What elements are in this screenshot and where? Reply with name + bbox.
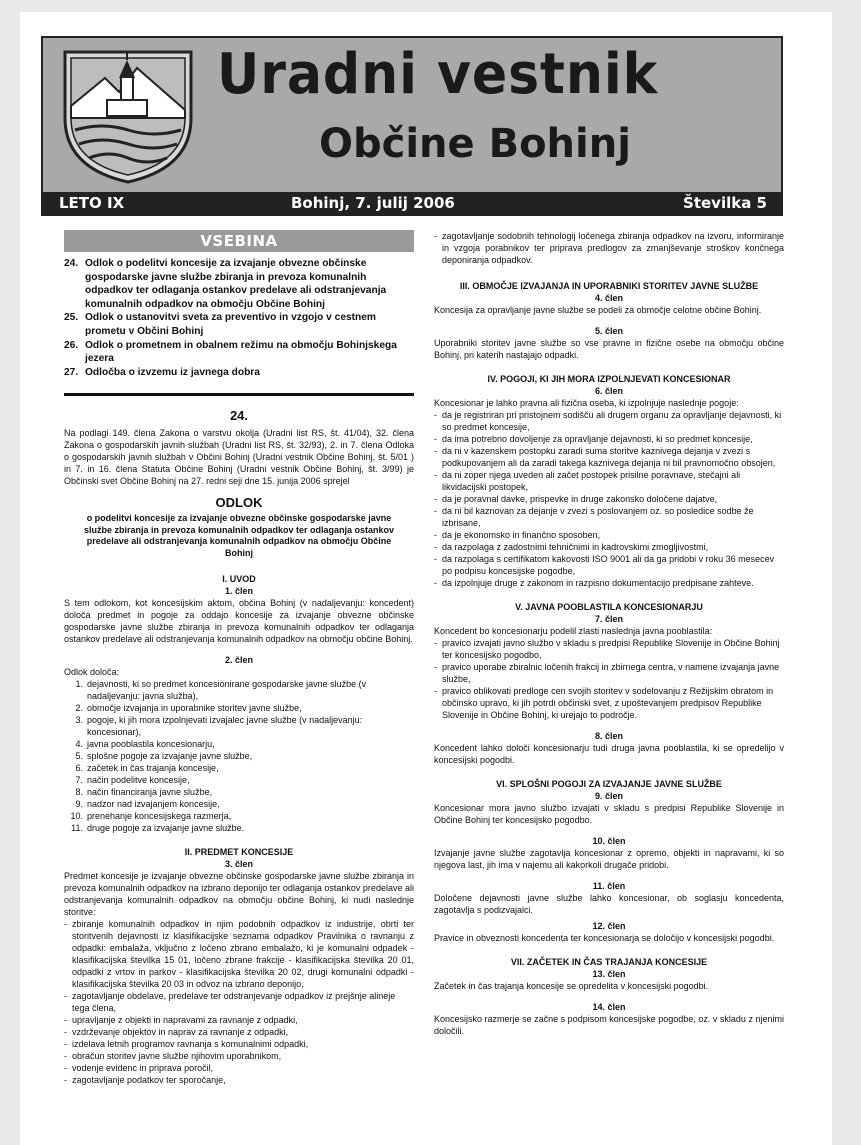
publication-subtitle: Občine Bohinj [319, 121, 631, 167]
list-item: 10. prenehanje koncesijskega razmerja, [70, 811, 232, 822]
contents-item-number: 27. [64, 366, 79, 378]
contents-item-text: Odlok o podelitvi koncesije za izvajanje obvezne občinske gospodarske javne službe zbiranja in prevoza komunalnih odpadkov ter odlaganja ostankov predelave ali odstranjevanja komunalnih odpadkov na območju Občine Bohinj [85, 258, 387, 310]
article-text: Koncedent bo koncesionarju podelil zlasti naslednja javna pooblastila: [434, 626, 713, 636]
section-heading: VII. ZAČETEK IN ČAS TRAJANJA KONCESIJE [510, 957, 708, 967]
section-heading: IV. POGOJI, KI JIH MORA IZPOLNJEVATI KONCESIONAR [487, 374, 731, 384]
list-item: - da ni v kazenskem postopku zaradi suma storitve kaznivega dejanja v zvezi s podkupovanjem ali da zaradi takega kaznivega dejanja ni bil pravnomočno obsojen, [434, 446, 776, 468]
article-text: Pravice in obveznosti koncedenta ter koncesionarja se določijo v koncesijski pogodbi. [434, 933, 775, 943]
contents-item-text: Odločba o izvzemu iz javnega dobra [85, 366, 260, 378]
list-item: - da izpolnjuje druge z zakonom in razpisno dokumentacijo predpisane zahteve. [434, 578, 754, 588]
article-text: Koncesionar mora javno službo izvajati v skladu s predpisi Republike Slovenije in Občine Bohinj ter koncesijsko pogodbo. [434, 803, 784, 825]
article-text: Določene dejavnosti javne službe lahko koncesionar, ob soglasju koncedenta, zagotavlja s podizvajalci. [434, 893, 784, 915]
list-item: 11. druge pogoje za izvajanje javne službe. [71, 823, 245, 834]
article-heading: 13. člen [592, 969, 626, 979]
article-heading: 11. člen [592, 881, 626, 891]
article-heading: 7. člen [594, 614, 623, 624]
article-heading: 6. člen [594, 386, 623, 396]
date-label: Bohinj, 7. julij 2006 [291, 194, 455, 212]
list-item: - da ima potrebno dovoljenje za opravljanje dejavnosti, ki so predmet koncesije, [434, 434, 753, 444]
contents-item-number: 26. [64, 339, 79, 351]
list-item: - zbiranje komunalnih odpadkov in njim podobnih odpadkov iz industrije, obrti ter storitvenih dejavnosti iz klasifikacijske seznama odpadkov Pravilnika o ravnanju z odpadki: embalaža, vključno z ločeno zbrano embalažo, ki je komunalni odpadek - klasifikacijska številka 15 01, ločeno zbrane frakcije - klasifikacijska številka 20 01, odpadki z vrtov in parkov - klasifikacijska številka 20 02, drugi komunalni odpadki - klasifikacijska številka 20 03 in odvoz na izbrano deponijo, [64, 919, 414, 990]
list-item: - zagotavljanje obdelave, predelave ter odstranjevanje odpadkov iz prejšnje alineje tega člena, [64, 991, 396, 1014]
article-text: Uporabniki storitev javne službe so vse pravne in fizične osebe na območju občine Bohinj, pri katerih nastajajo odpadki. [434, 338, 784, 360]
masthead-info-bar [43, 192, 781, 214]
list-item: - vodenje evidenc in priprava poročil, [64, 1063, 214, 1074]
article-text: Izvajanje javne službe zagotavlja koncesionar z opremo, objekti in napravami, ki so njegova last, jih ima v najemu ali kakorkoli drugače pridobi. [434, 848, 784, 870]
article-text: Predmet koncesije je izvajanje obvezne občinske gospodarske javne službe zbiranja in prevoza komunalnih odpadkov na izbrano deponijo ter odlaganja ostankov predelave ali odstranjevanja komunalnih odpadkov na območju občine Bohinj, ki nudi naslednje storitve: [64, 871, 414, 918]
masthead-title-area [43, 38, 781, 194]
contents-item[interactable] [64, 339, 414, 366]
list-item: - da razpolaga s certifikatom kakovosti ISO 9001 ali da ga pridobi v roku 36 mesecev po podpisu koncesijske pogodbe, [434, 554, 775, 576]
list-item: 3. pogoje, ki jih mora izpolnjevati izvajalec javne službe (v nadaljevanju: koncesionar), [75, 715, 363, 738]
article-heading: 5. člen [594, 326, 623, 336]
masthead [41, 36, 783, 216]
article-list [434, 230, 784, 266]
left-column [64, 230, 414, 1086]
article-text: Koncesionar je lahko pravna ali fizična oseba, ki izpolnjuje naslednje pogoje: [434, 398, 739, 408]
article-text: Koncesijsko razmerje se začne s podpisom koncesijske pogodbe, oz. v skladu z njenimi določili. [434, 1014, 784, 1036]
list-item: 9. nadzor nad izvajanjem koncesije, [75, 799, 220, 810]
article-heading: 4. člen [594, 293, 623, 303]
list-item: - da je registriran pri pristojnem sodišču ali drugem organu za opravljanje dejavnosti, ki so predmet koncesije, [434, 410, 782, 432]
article-heading: 12. člen [592, 921, 626, 931]
article-text: S tem odlokom, kot koncesijskim aktom, občina Bohinj (v nadaljevanju: koncedent) določa predmet in pogoje za oddajo koncesije za izvajanje obvezne občinske gospodarske javne službe zbiranja in prevoza komunalnih odpadkov ter odlaganja ostankov predelave ali odstranjevanja komunalnih odpadkov na območju občine Bohinj. [64, 598, 414, 645]
contents-item[interactable] [64, 257, 414, 311]
section-heading: III. OBMOČJE IZVAJANJA IN UPORABNIKI STORITEV JAVNE SLUŽBE [459, 281, 759, 291]
list-item: - zagotavljanje sodobnih tehnologij ločenega zbiranja odpadkov na izvoru, informiranje in vzgoja porabnikov ter priprava predlogov za zmanjševanje stroškov končnega deponiranja odpadkov. [434, 231, 784, 265]
article-list [434, 409, 784, 589]
year-label: LETO IX [59, 194, 125, 212]
list-item: 1. dejavnosti, ki so predmet koncesionirane gospodarske javne službe (v nadaljevanju: javna služba), [75, 679, 367, 702]
list-item: 4. javna pooblastila koncesionarju, [75, 739, 215, 750]
act-number: 24. [229, 408, 249, 424]
act-preamble: Na podlagi 149. člena Zakona o varstvu okolja (Uradni list RS, št. 41/04), 32. člena Zakona o gospodarskih javnih službah (Uradni list RS, št. 32/93), 2. in 7. člena Odloka o gospodarskih javnih službah v Občini Bohinj (Uradni vestnik Občine Bohinj, št. 5/01 ) in 7. in 16. člena Statuta Občine Bohinj (Uradni vestnik Občine Bohinj, št. 3/99) je Občinski svet Občine Bohinj na 27. redni seji dne 15. junija 2006 sprejel [64, 428, 414, 487]
list-item: - da je poravnal davke, prispevke in druge zakonsko določene dajatve, [434, 494, 718, 504]
section-heading: II. PREDMET KONCESIJE [184, 847, 294, 858]
contents-item-text: Odlok o ustanovitvi sveta za preventivo in vzgojo v cestnem prometu v Občini Bohinj [85, 312, 376, 337]
article-heading: 10. člen [592, 836, 626, 846]
list-item: - da je ekonomsko in finančno sposoben, [434, 530, 601, 540]
contents-item[interactable] [64, 366, 414, 380]
section-heading: VI. SPLOŠNI POGOJI ZA IZVAJANJE JAVNE SLUŽBE [496, 779, 722, 789]
list-item: - da razpolaga z zadostnimi tehničnimi in kadrovskimi zmogljivostmi, [434, 542, 709, 552]
article-text: Začetek in čas trajanja koncesije se opredelita v koncesijski pogodbi. [434, 981, 709, 991]
article-heading: 2. člen [224, 655, 253, 666]
list-item: - da ni zoper njega uveden ali začet postopek prisilne poravnave, stečajni ali likvidacijski postopek, [434, 470, 741, 492]
article-heading: 14. člen [592, 1002, 626, 1012]
list-item: 5. splošne pogoje za izvajanje javne službe, [75, 751, 253, 762]
list-item: 8. način financiranja javne službe, [75, 787, 213, 798]
list-item: - pravico uporabe zbiralnic ločenih frakcij in zbirnega centra, v namene izvajanja javne službe, [434, 662, 780, 684]
section-heading: V. JAVNA POOBLASTILA KONCESIONARJU [515, 602, 703, 612]
act-title: ODLOK [215, 495, 263, 511]
list-item: 2. območje izvajanja in uporabnike storitev javne službe, [75, 703, 302, 714]
section-divider [64, 393, 414, 396]
article-text: Koncesija za opravljanje javne službe se podeli za območje celotne občine Bohinj. [434, 305, 762, 315]
publication-title: Uradni vestnik [217, 42, 659, 107]
list-item: - da ni bil kaznovan za dejanje v zvezi s poslovanjem oz. so posledice sodbe že izbrisane, [434, 506, 754, 528]
contents-item-number: 25. [64, 312, 79, 324]
article-heading: 3. člen [224, 859, 253, 870]
article-list [64, 678, 414, 834]
list-item: 7. način podelitve koncesije, [75, 775, 190, 786]
list-item: - pravico oblikovati predloge cen svojih storitev v sodelovanju z Režijskim obratom in občinsko upravo, ki jih potrdi občinski svet, z upoštevanjem predpisov Republike Slovenije in Občine Bohinj, ki urejajo to področje. [434, 686, 774, 720]
issue-label: Številka 5 [683, 194, 767, 212]
bohinj-crest-icon [57, 48, 199, 186]
list-item: - zagotavljanje podatkov ter sporočanje, [64, 1075, 226, 1086]
list-item: - obračun storitev javne službe njihovim uporabnikom, [64, 1051, 282, 1062]
contents-item[interactable] [64, 311, 414, 338]
article-heading: 1. člen [224, 586, 253, 597]
act-subtitle: o podelitvi koncesije za izvajanje obvezne občinske gospodarske javne službe zbiranja in prevoza komunalnih odpadkov ter odlaganja ostankov predelave ali odstranjevanja komunalnih odpadkov na območju Občine Bohinj [83, 513, 395, 558]
contents-list [64, 257, 414, 379]
article-text: Odlok določa: [64, 667, 120, 678]
article-text: Koncedent lahko določi koncesionarju tudi druga javna pooblastila, ki se opredelijo v koncesijski pogodbi. [434, 743, 784, 765]
section-heading: I. UVOD [222, 574, 256, 585]
list-item: - pravico izvajati javno službo v skladu s predpisi Republike Slovenije in Občine Bohinj ter koncesijsko pogodbo, [434, 638, 780, 660]
article-heading: 9. člen [594, 791, 623, 801]
article-heading: 8. člen [594, 731, 623, 741]
contents-item-text: Odlok o prometnem in obalnem režimu na območju Bohinjskega jezera [85, 339, 397, 365]
list-item: - vzdrževanje objektov in naprav za ravnanje z odpadki, [64, 1027, 289, 1038]
right-column [434, 230, 784, 1037]
list-item: - upravljanje z objekti in napravami za ravnanje z odpadki, [64, 1015, 298, 1026]
contents-item-number: 24. [64, 258, 79, 269]
list-item: 6. začetek in čas trajanja koncesije, [75, 763, 219, 774]
article-list [64, 918, 414, 1086]
article-list [434, 637, 784, 721]
contents-heading: VSEBINA [64, 230, 414, 252]
list-item: - izdelava letnih programov ravnanja s komunalnimi odpadki, [64, 1039, 309, 1050]
